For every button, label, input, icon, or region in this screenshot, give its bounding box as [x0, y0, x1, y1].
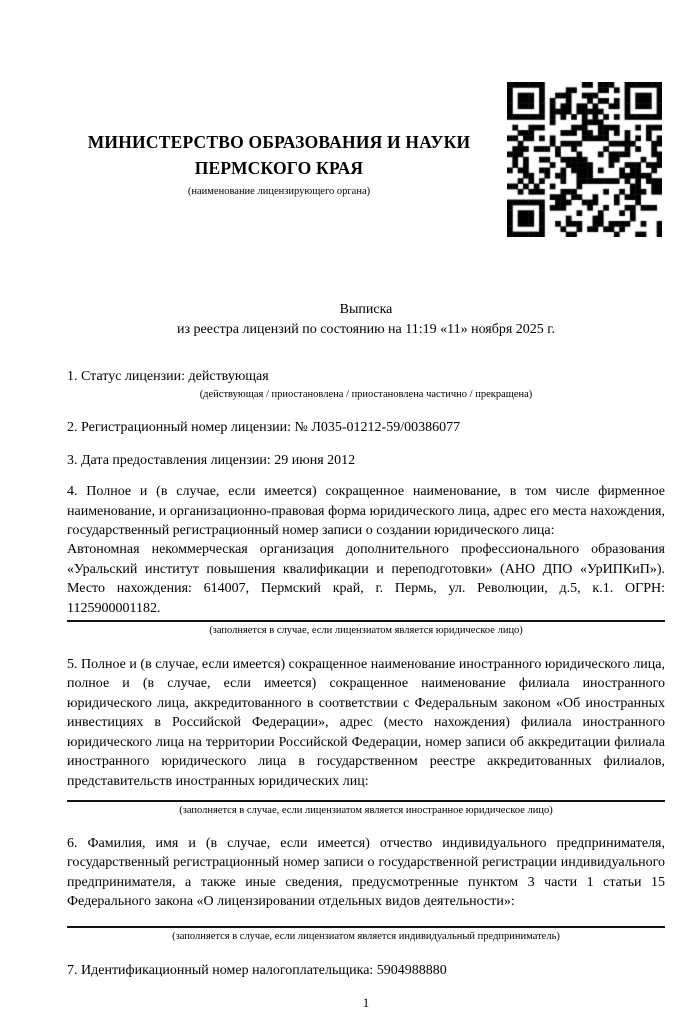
document-header — [67, 0, 665, 367]
field-grant-date-text: 3. Дата предоставления лицензии: 29 июня 2012 — [67, 452, 356, 468]
ministry-name-line2: ПЕРМСКОГО КРАЯ — [194, 158, 364, 178]
field-license-status — [67, 367, 665, 402]
page-number: 1 — [362, 994, 370, 1010]
document-title — [67, 300, 665, 340]
field-registration-number-text: 2. Регистрационный номер лицензии: № Л035-01212-59/00386077 — [67, 420, 461, 436]
field-foreign-entity-label: 5. Полное и (в случае, если имеется) сокращенное наименование иностранного юридического лица, полное и (в случае, если имеется) сокращенное наименование филиала иностранного юридического лица, аккредитованного в соответствии с Федеральным законом «Об иностранных инвестициях в Российской Федерации», адрес (место нахождения) филиала иностранного юридического лица на территории Российской Федерации, номер записи об аккредитации филиала иностранного юридического лица в государственном реестре аккредитованных филиалов, представительств иностранных юридических лиц: — [67, 657, 665, 789]
field-grant-date — [67, 451, 665, 470]
field-license-status-text: 1. Статус лицензии: действующая — [67, 369, 269, 384]
licensing-authority-block — [67, 129, 491, 199]
field-legal-entity-label: 4. Полное и (в случае, если имеется) сокращенное наименование, в том числе фирменное наименование, и организационно-правовая форма юридического лица, адрес его места нахождения, государственный регистрационный номер записи о создании юридического лица: — [67, 484, 665, 539]
document-title-line2: из реестра лицензий по состоянию на 11:19 «11» ноября 2025 г. — [177, 322, 555, 337]
field-legal-entity-value: Автономная некоммерческая организация дополнительного профессионального образования «Уральский институт повышения квалификации и переподготовки» (АНО ДПО «УрИПКиП»). Место нахождения: 614007, Пермский край, г. Пермь, ул. Революции, д.5, к.1. ОГРН: 1125900001182. — [67, 542, 665, 616]
field-registration-number — [67, 418, 665, 437]
fill-line — [67, 800, 665, 802]
field-individual-entrepreneur-label: 6. Фамилия, имя и (в случае, если имеется) отчество индивидуального предпринимателя, государственный регистрационный номер записи о государственной регистрации индивидуального предпринимателя, а также иные сведения, предусмотренные пунктом 3 части 1 статьи 15 Федерального закона «О лицензировании отдельных видов деятельности»: — [67, 835, 665, 910]
ministry-caption: (наименование лицензирующего органа) — [187, 186, 371, 197]
field-legal-entity-hint: (заполняется в случае, если лицензиатом является юридическое лицо) — [209, 625, 523, 637]
field-license-status-hint: (действующая / приостановлена / приостановлена частично / прекращена) — [199, 389, 533, 401]
document-title-line1: Выписка — [339, 302, 393, 317]
fill-line — [67, 926, 665, 928]
field-individual-entrepreneur — [67, 834, 665, 944]
field-legal-entity — [67, 482, 665, 638]
page-footer — [67, 995, 665, 1011]
qr-code — [507, 82, 662, 237]
field-foreign-entity — [67, 655, 665, 818]
field-foreign-entity-hint: (заполняется в случае, если лицензиатом является иностранное юридическое лицо) — [179, 804, 553, 816]
field-individual-entrepreneur-hint: (заполняется в случае, если лицензиатом является индивидуальный предприниматель) — [172, 930, 560, 942]
field-taxpayer-id-text: 7. Идентификационный номер налогоплательщика: 5904988880 — [67, 962, 447, 978]
field-taxpayer-id — [67, 961, 665, 980]
ministry-name-line1: МИНИСТЕРСТВО ОБРАЗОВАНИЯ И НАУКИ — [87, 132, 471, 152]
fill-line — [67, 620, 665, 622]
